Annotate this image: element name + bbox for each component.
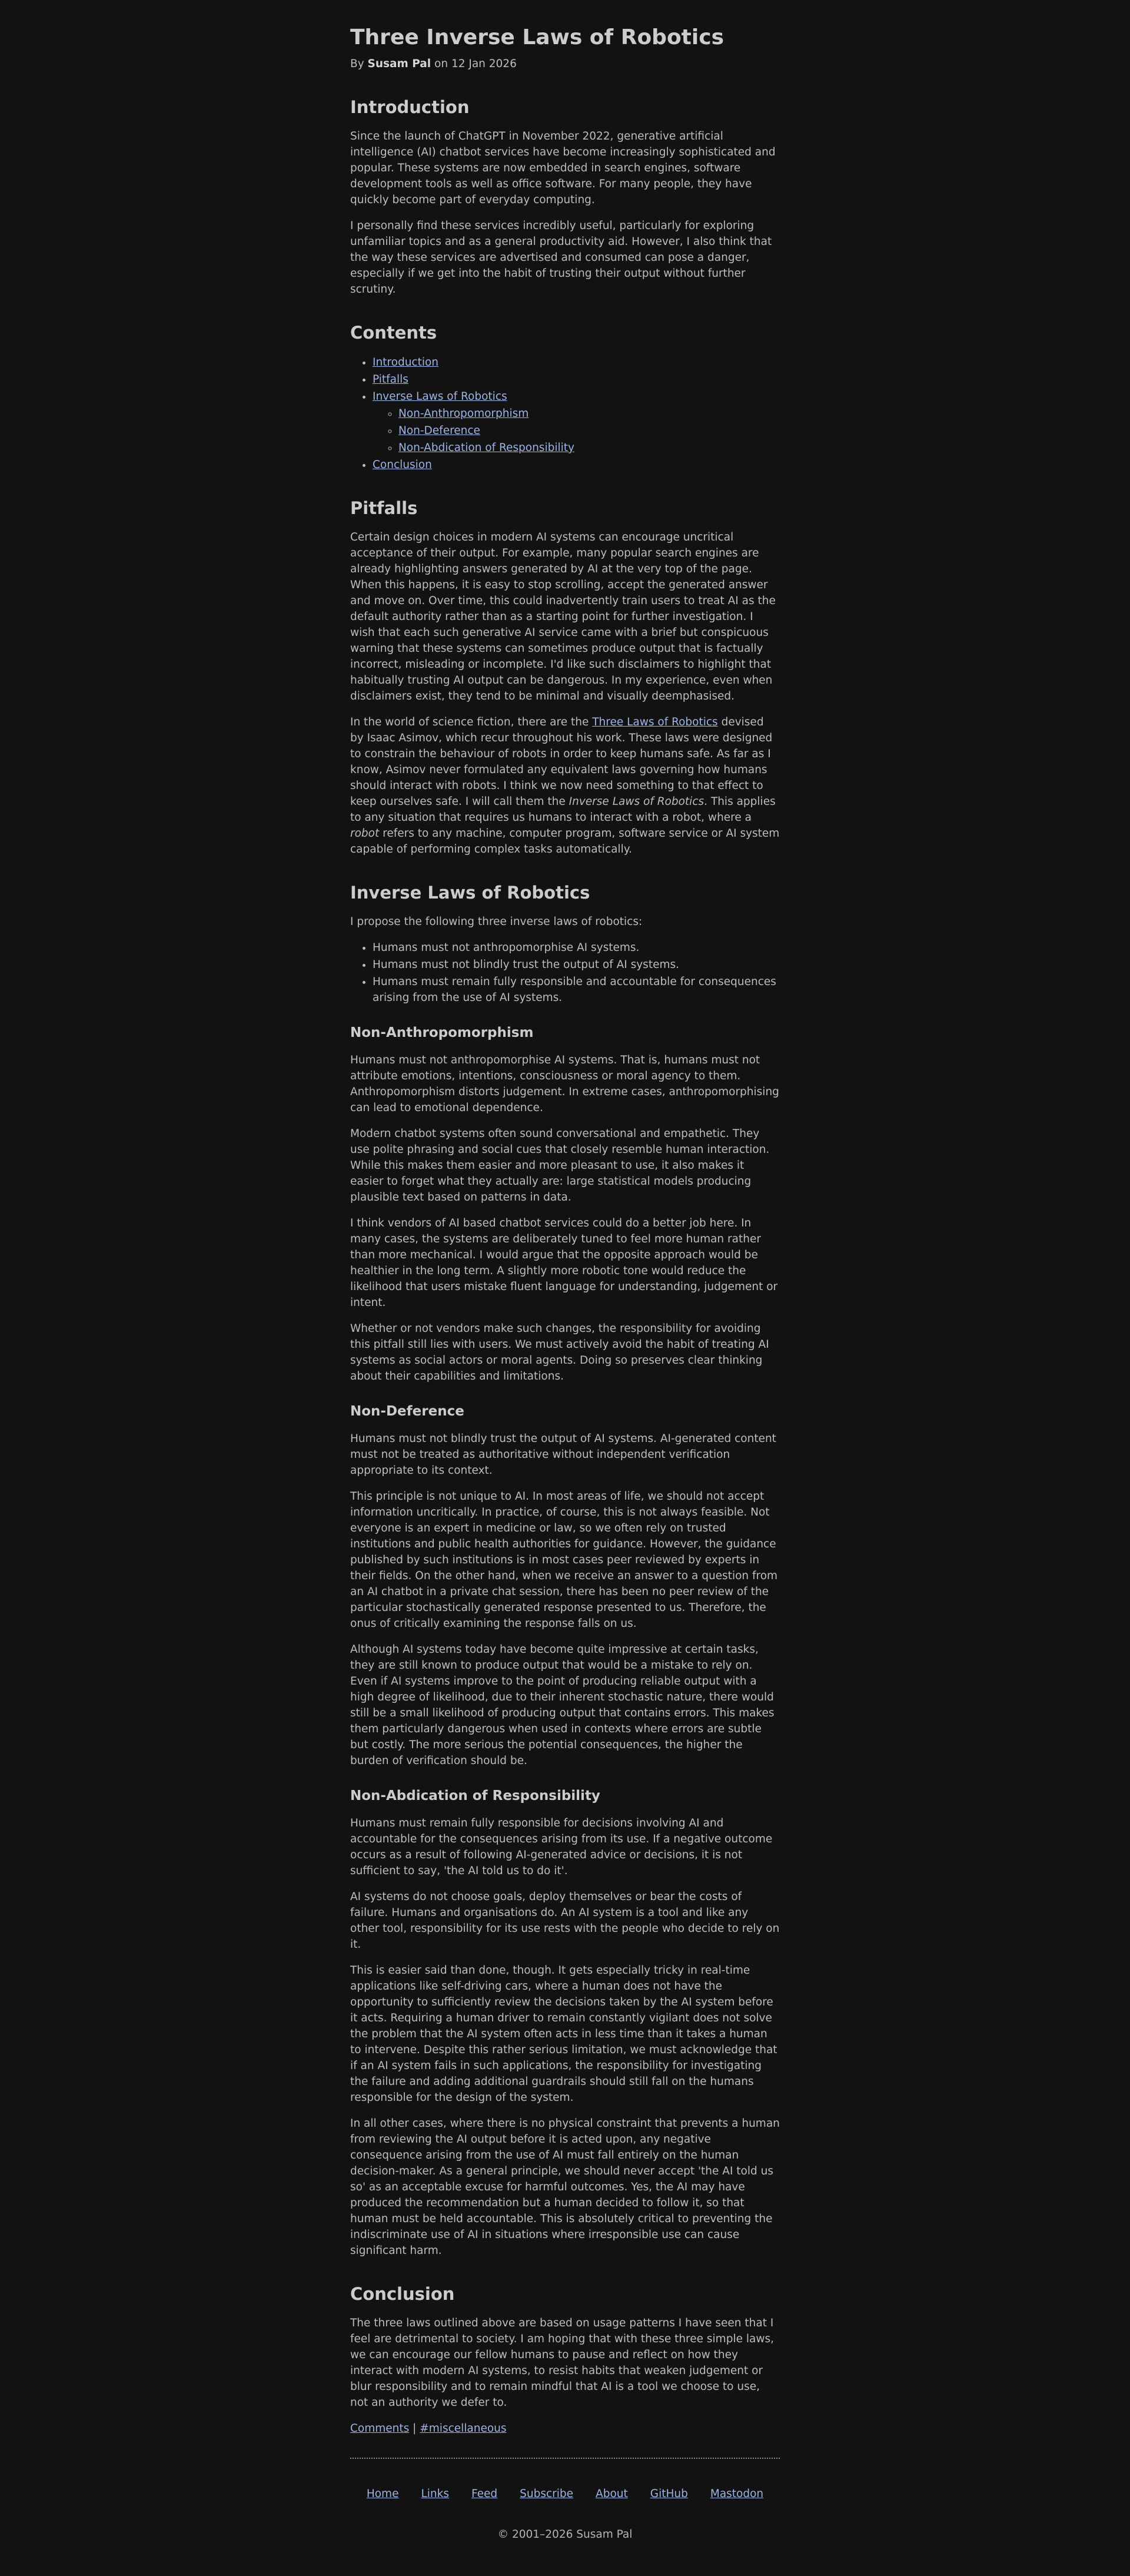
paragraph: I think vendors of AI based chatbot services could do a better job here. In many cases, the systems are deliberately tuned to feel more human rather than more mechanical. I would argue that the opposite approach would be healthier in the long term. A slightly more robotic tone would reduce the likelihood that users mistake fluent language for understanding, judgement or intent. (350, 1217, 778, 1309)
article-header (350, 25, 780, 72)
list-item: • Humans must not anthropomorphise AI systems. (373, 940, 780, 956)
miscellaneous-link[interactable]: #miscellaneous (420, 2422, 507, 2435)
three-laws-of-robotics-link[interactable]: Three Laws of Robotics (592, 715, 718, 728)
list-item: • Humans must remain fully responsible and accountable for consequences arising from the use of AI systems. (373, 974, 780, 1006)
article (350, 0, 780, 2576)
paragraph: The three laws outlined above are based on usage patterns I have seen that I feel are detrimental to society. I am hoping that with these three simple laws, we can encourage our fellow humans to pause and reflect on how they interact with modern AI systems, to resist habits that weaken judgement or blur responsibility and to remain mindful that AI is a tool we choose to use, not an authority we defer to. (350, 2317, 774, 2409)
toc-subitem (398, 440, 780, 456)
byline-prefix: By (350, 58, 368, 71)
paragraph: Although AI systems today have become quite impressive at certain tasks, they are still known to produce output that would be a mistake to rely on. Even if AI systems improve to the point of producing reliable output with a high degree of likelihood, due to their inherent stochastic nature, there would still be a small likelihood of producing output that contains errors. This makes them particularly dangerous when used in contexts where errors are subtle but costly. The more serious the potential consequences, the higher the burden of verification should be. (350, 1643, 775, 1767)
footer-link-subscribe[interactable]: Subscribe (520, 2488, 574, 2501)
toc-link-non-anthropomorphism[interactable]: Non-Anthropomorphism (398, 407, 529, 420)
byline-suffix: on 12 Jan 2026 (431, 58, 517, 71)
paragraph: This is easier said than done, though. It gets especially tricky in real-time applications like self-driving cars, where a human does not have the opportunity to sufficiently review the decisions taken by the AI system before it acts. Requiring a human driver to remain constantly vigilant does not solve the problem that the AI system often acts in less time than it takes a human to intervene. Despite this rather serious limitation, we must acknowledge that if an AI system fails in such applications, the responsibility for investigating the failure and adding additional guardrails should still fall on the humans responsible for the design of the system. (350, 1964, 777, 2104)
emphasis-text: robot (350, 827, 380, 840)
footer-link-links[interactable]: Links (421, 2488, 449, 2501)
paragraph: Humans must not anthropomorphise AI systems. That is, humans must not attribute emotions, intentions, consciousness or moral agency to them. Anthropomorphism distorts judgement. In extreme cases, anthropomorphising can lead to emotional dependence. (350, 1054, 779, 1115)
footer-link-github[interactable]: GitHub (650, 2488, 688, 2501)
paragraph: Certain design choices in modern AI systems can encourage uncritical acceptance of their output. For example, many popular search engines are already highlighting answers generated by AI at the very top of the page. When this happens, it is easy to stop scrolling, accept the generated answer and move on. Over time, this could inadvertently train users to treat AI as the default authority rather than as a starting point for further investigation. I wish that each such generative AI service came with a brief but conspicuous warning that these systems can sometimes produce output that is factually incorrect, misleading or incomplete. I'd like such disclaimers to highlight that habitually trusting AI output can be dangerous. In my experience, even when disclaimers exist, they tend to be minimal and visually deemphasised. (350, 531, 776, 702)
heading-contents: Contents (350, 323, 437, 343)
list-item: • Humans must not blindly trust the output of AI systems. (373, 957, 780, 973)
heading-non-abdication-of-responsibility: Non-Abdication of Responsibility (350, 1788, 600, 1803)
toc-list (350, 354, 780, 473)
toc-link-non-deference[interactable]: Non-Deference (398, 424, 480, 437)
paragraph: AI systems do not choose goals, deploy themselves or bear the costs of failure. Humans and organisations do. An AI system is a tool and like any other tool, responsibility for its use rests with the people who decide to rely on it. (350, 1890, 780, 1951)
heading-pitfalls: Pitfalls (350, 498, 418, 518)
toc-item (373, 372, 780, 387)
paragraph: In the world of science fiction, there are the Three Laws of Robotics devised by Isaac Asimov, which recur throughout his work. These laws were designed to constrain the behaviour of robots in order to keep humans safe. As far as I know, Asimov never formulated any equivalent laws governing how humans should interact with robots. I think we now need something to that effect to keep ourselves safe. I will call them the Inverse Laws of Robotics. This applies to any situation that requires us humans to interact with a robot, where a robot refers to any machine, computer program, software service or AI system capable of performing complex tasks automatically. (350, 715, 780, 856)
paragraph: Humans must not blindly trust the output of AI systems. AI-generated content must not be treated as authoritative without independent verification appropriate to its context. (350, 1432, 776, 1477)
footer-link-about[interactable]: About (596, 2488, 628, 2501)
heading-inverse-laws-of-robotics: Inverse Laws of Robotics (350, 882, 590, 903)
copyright: © 2001–2026 Susam Pal (497, 2528, 633, 2541)
toc-link-conclusion[interactable]: Conclusion (373, 458, 432, 471)
toc-link-inverse-laws-of-robotics[interactable]: Inverse Laws of Robotics (373, 390, 507, 403)
toc-link-non-abdication-of-responsibility[interactable]: Non-Abdication of Responsibility (398, 441, 574, 454)
footer-link-home[interactable]: Home (366, 2488, 399, 2501)
paragraph: I personally find these services incredibly useful, particularly for exploring unfamiliar topics and as a general productivity aid. However, I also think that the way these services are advertised and consumed can pose a danger, especially if we get into the habit of trusting their output without further scrutiny. (350, 220, 772, 296)
toc-item (373, 389, 780, 456)
bullet-list (350, 940, 780, 1006)
paragraph: In all other cases, where there is no physical constraint that prevents a human from reviewing the AI output before it is acted upon, any negative consequence arising from the use of AI must fall entirely on the human decision-maker. As a general principle, we should never accept 'the AI told us so' as an acceptable excuse for harmful outcomes. Yes, the AI may have produced the recommendation but a human decided to follow it, so that human must be held accountable. This is absolutely critical to preventing the indiscriminate use of AI in situations where irresponsible use can cause significant harm. (350, 2117, 780, 2257)
footer-divider (350, 2458, 780, 2459)
toc-item (373, 354, 780, 370)
toc-sublist (373, 406, 780, 456)
page-title: Three Inverse Laws of Robotics (350, 25, 724, 49)
paragraph: Modern chatbot systems often sound conversational and empathetic. They use polite phrasing and social cues that closely resemble human interaction. While this makes them easier and more pleasant to use, it also makes it easier to forget what they actually are: large statistical models producing plausible text based on patterns in data. (350, 1128, 770, 1204)
toc-link-pitfalls[interactable]: Pitfalls (373, 373, 408, 386)
heading-non-deference: Non-Deference (350, 1404, 464, 1420)
heading-conclusion: Conclusion (350, 2283, 455, 2304)
toc-item (373, 457, 780, 473)
paragraph: I propose the following three inverse laws of robotics: (350, 916, 643, 929)
toc-subitem (398, 406, 780, 422)
byline (350, 56, 780, 72)
paragraph: Humans must remain fully responsible for decisions involving AI and accountable for the consequences arising from its use. If a negative outcome occurs as a result of following AI-generated advice or decisions, it is not sufficient to say, 'the AI told us to do it'. (350, 1816, 773, 1877)
paragraph: Comments | #miscellaneous (350, 2422, 507, 2435)
paragraph: Whether or not vendors make such changes, the responsibility for avoiding this pitfall still lies with users. We must actively avoid the habit of treating AI systems as social actors or moral agents. Doing so preserves clear thinking about their capabilities and limitations. (350, 1322, 769, 1383)
paragraph: Since the launch of ChatGPT in November 2022, generative artificial intelligence (AI) chatbot services have become increasingly sophisticated and popular. These systems are now embedded in search engines, software development tools as well as office software. For many people, they have quickly become part of everyday computing. (350, 130, 776, 207)
emphasis-text: Inverse Laws of Robotics (569, 795, 704, 808)
heading-introduction: Introduction (350, 97, 470, 118)
comments-link[interactable]: Comments (350, 2422, 410, 2435)
footer-link-feed[interactable]: Feed (471, 2488, 498, 2501)
article-body (350, 97, 780, 2436)
byline-author: Susam Pal (367, 58, 431, 71)
footer-nav (350, 2486, 780, 2502)
footer-link-mastodon[interactable]: Mastodon (710, 2488, 764, 2501)
toc-subitem (398, 423, 780, 439)
toc-link-introduction[interactable]: Introduction (373, 356, 439, 369)
heading-non-anthropomorphism: Non-Anthropomorphism (350, 1025, 534, 1041)
paragraph: This principle is not unique to AI. In most areas of life, we should not accept information uncritically. In practice, of course, this is not always feasible. Not everyone is an expert in medicine or law, so we often rely on trusted institutions and public health authorities for guidance. However, the guidance published by such institutions is in most cases peer reviewed by experts in their fields. On the other hand, when we receive an answer to a question from an AI chatbot in a private chat session, there has been no peer review of the particular stochastically generated response presented to us. Therefore, the onus of critically examining the response falls on us. (350, 1490, 778, 1630)
